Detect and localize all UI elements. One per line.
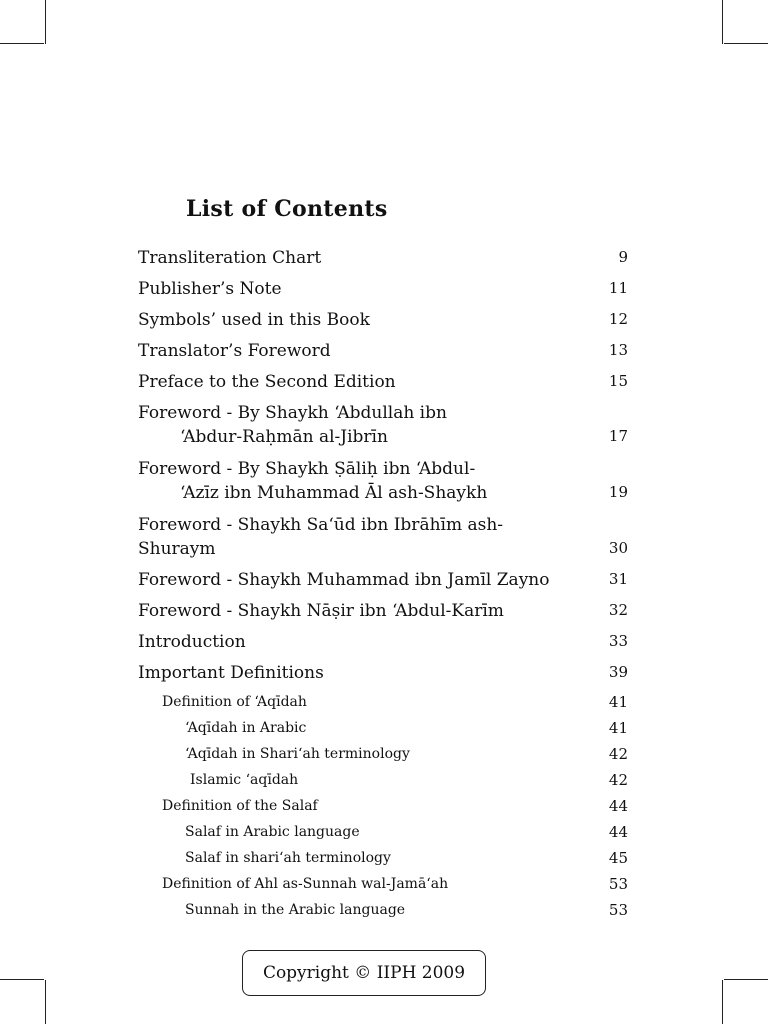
- toc-entry-page: 44: [608, 797, 628, 815]
- toc-subentry: [138, 744, 628, 764]
- toc-entry-page: 17: [608, 427, 628, 445]
- toc-entry-title: Islamic ‘aqīdah: [190, 772, 299, 788]
- table-of-contents: [138, 246, 628, 926]
- toc-entry-title: Salaf in Arabic language: [185, 824, 360, 840]
- toc-entry-page: 44: [608, 823, 628, 841]
- crop-mark-top-right-horizontal: [724, 43, 768, 44]
- toc-entry: [138, 370, 628, 394]
- toc-entry: [138, 246, 628, 270]
- toc-subentry: [138, 770, 628, 790]
- toc-entry: [138, 401, 628, 449]
- toc-entry-page: 53: [608, 901, 628, 919]
- toc-entry: [138, 630, 628, 654]
- copyright-box: Copyright © IIPH 2009: [242, 950, 486, 996]
- toc-entry: [138, 568, 628, 592]
- toc-entry-page: 12: [608, 310, 628, 328]
- toc-entry-page: 39: [608, 663, 628, 681]
- toc-subentry: [138, 822, 628, 842]
- toc-entry-page: 42: [608, 745, 628, 763]
- toc-entry-page: 53: [608, 875, 628, 893]
- toc-entry: [138, 339, 628, 363]
- toc-entry-title: ‘Aqīdah in Shari‘ah terminology: [185, 746, 410, 762]
- toc-entry-title: Preface to the Second Edition: [138, 372, 396, 392]
- crop-mark-bottom-left-vertical: [45, 980, 46, 1024]
- toc-subentry: [138, 848, 628, 868]
- toc-entry-title: Foreword - By Shaykh ‘Abdullah ibn: [138, 403, 447, 423]
- toc-entry-title: Introduction: [138, 632, 246, 652]
- page-title: List of Contents: [186, 196, 388, 222]
- crop-mark-top-right-vertical: [722, 0, 723, 44]
- toc-entry-page: 9: [618, 248, 628, 266]
- toc-subentry: [138, 692, 628, 712]
- toc-entry-title: Symbols’ used in this Book: [138, 310, 370, 330]
- toc-entry-title: Foreword - Shaykh Sa‘ūd ibn Ibrāhīm ash-Shuraym: [138, 515, 504, 559]
- toc-entry-title: Publisher’s Note: [138, 279, 282, 299]
- crop-mark-bottom-right-horizontal: [724, 979, 768, 980]
- toc-entry-title: Translator’s Foreword: [138, 341, 331, 361]
- toc-entry-title: Foreword - Shaykh Nāṣir ibn ‘Abdul-Karīm: [138, 601, 504, 621]
- crop-mark-bottom-left-horizontal: [0, 979, 44, 980]
- toc-entry-title: Salaf in shari‘ah terminology: [185, 850, 391, 866]
- toc-subentry: [138, 900, 628, 920]
- toc-entry-page: 32: [608, 601, 628, 619]
- toc-entry-page: 30: [608, 539, 628, 557]
- toc-entry-page: 41: [608, 693, 628, 711]
- toc-entry-page: 41: [608, 719, 628, 737]
- toc-entry-page: 31: [608, 570, 628, 588]
- toc-entry-title: Definition of ‘Aqīdah: [162, 694, 307, 710]
- toc-subentry: [138, 796, 628, 816]
- toc-subentry: [138, 718, 628, 738]
- toc-entry-title: Sunnah in the Arabic language: [185, 902, 406, 918]
- toc-entry-title-continuation: ‘Abdur-Raḥmān al-Jibrīn: [180, 427, 388, 447]
- toc-entry-title: Definition of the Salaf: [162, 798, 318, 814]
- toc-subentry: [138, 874, 628, 894]
- toc-entry-page: 13: [608, 341, 628, 359]
- toc-entry-title: Foreword - Shaykh Muhammad ibn Jamīl Zayno: [138, 570, 550, 590]
- toc-entry-title: Definition of Ahl as-Sunnah wal-Jamā‘ah: [162, 876, 449, 892]
- toc-entry: [138, 661, 628, 685]
- toc-entry-title: Transliteration Chart: [138, 248, 322, 268]
- toc-entry: [138, 308, 628, 332]
- toc-entry-page: 15: [608, 372, 628, 390]
- toc-entry-title: Foreword - By Shaykh Ṣāliḥ ibn ‘Abdul-: [138, 459, 476, 479]
- toc-entry-title: Important Definitions: [138, 663, 324, 683]
- toc-entry: [138, 513, 628, 561]
- toc-entry-title-continuation: ‘Azīz ibn Muhammad Āl ash-Shaykh: [180, 483, 488, 503]
- toc-entry-page: 33: [608, 632, 628, 650]
- toc-entry-page: 11: [608, 279, 628, 297]
- toc-entry: [138, 277, 628, 301]
- toc-entry-page: 19: [608, 483, 628, 501]
- toc-entry-title: ‘Aqīdah in Arabic: [185, 720, 307, 736]
- crop-mark-top-left-vertical: [45, 0, 46, 44]
- toc-entry: [138, 457, 628, 505]
- crop-mark-top-left-horizontal: [0, 43, 44, 44]
- toc-entry: [138, 599, 628, 623]
- toc-entry-page: 42: [608, 771, 628, 789]
- toc-entry-page: 45: [608, 849, 628, 867]
- crop-mark-bottom-right-vertical: [722, 980, 723, 1024]
